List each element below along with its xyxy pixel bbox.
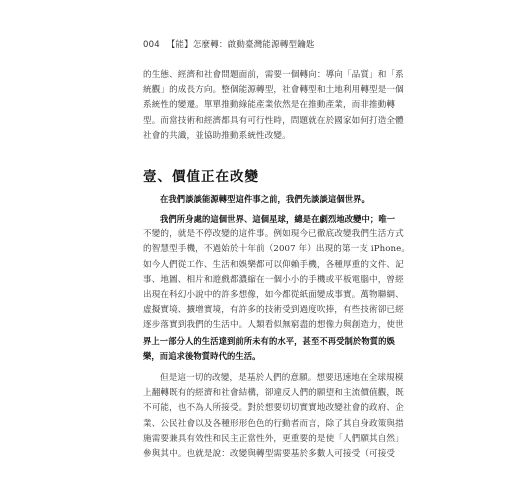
intro-paragraph [143, 68, 404, 144]
text-line: 施需要兼具有效性和民主正當性外，更重要的是使「人們願其自然」 [143, 433, 404, 444]
text-line: 系統性的變遷。單單推動綠能產業依然是在推動產業，而非推動轉 [143, 100, 396, 111]
text-line: 虛擬實境、擴增實境，有許多的技術受到過度吹捧，有些技術卻已經 [143, 305, 404, 316]
text-line: 的生態、經濟和社會問題面前，需要一個轉向：導向「品質」和「系 [143, 70, 404, 80]
text-line: 樂，而追求後物質時代的生活。 [143, 350, 261, 361]
text-line: 如今人們從工作、生活和娛樂都可以仰賴手機，各種厚重的文件、記 [143, 259, 404, 270]
text-line: 型。而當技術和經濟都具有可行性時，問題就在於國家如何打造全體 [143, 115, 404, 126]
text-line: 逐步落實到我們的生活中。人類看似無窮盡的想像力與創造力，使世 [143, 320, 404, 331]
paragraph-change [143, 212, 411, 364]
text-line: 不變的，就是不停改變的這件事。例如現今已徹底改變我們生活方式 [143, 229, 404, 240]
page-number: 004 [143, 40, 160, 50]
text-line: 界上一部分人的生活達到前所未有的水平，甚至不再受制於物質的娛 [143, 335, 395, 346]
text-line: 的智慧型手機，不過始於十年前（2007 年）出現的第一支 iPhone。 [143, 244, 411, 255]
text-line: 統觀」的成長方向。整個能源轉型，社會轉型和土地利用轉型是一個 [143, 85, 404, 96]
text-line: 上翻轉既有的經濟和社會結構，卻違反人們的願望和主流價值觀，既 [143, 388, 404, 399]
paragraph-willingness [143, 371, 404, 462]
text-line: 出現在科幻小說中的許多想像，如今都從紙面變成事實。萬物聯網、 [143, 289, 404, 300]
text-line: 業、公民社會以及各種形形色色的行動者而言，除了其自身政策與措 [143, 418, 404, 429]
section-heading: 壹、價值正在改變 [143, 169, 259, 185]
text-line: 不可能，也不為人所接受。對於想要切切實實地改變社會的政府、企 [143, 403, 404, 414]
text-line: 但是這一切的改變，是基於人們的意願。想要迅速地在全球規模 [160, 373, 404, 383]
lead-paragraph [143, 192, 383, 207]
text-line: 事、地圖、相片和遊戲都濃縮在一個小小的手機或平板電腦中，曾經 [143, 274, 404, 285]
text-line: 參與其中。也就是說：改變與轉型需要基於多數人可接受（可接受 [143, 448, 396, 459]
lead-line: 在我們談談能源轉型這件事之前，我們先談談這個世界。 [160, 194, 370, 204]
text-line: 我們所身處的這個世界、這個星球，總是在劇烈地改變中；唯一 [160, 214, 396, 224]
running-header [143, 38, 315, 50]
text-line: 社會的共識，並協助推動系統性改變。 [143, 130, 291, 141]
header-title: 【能】怎麼轉：啟動臺灣能源轉型鑰匙 [166, 40, 315, 50]
